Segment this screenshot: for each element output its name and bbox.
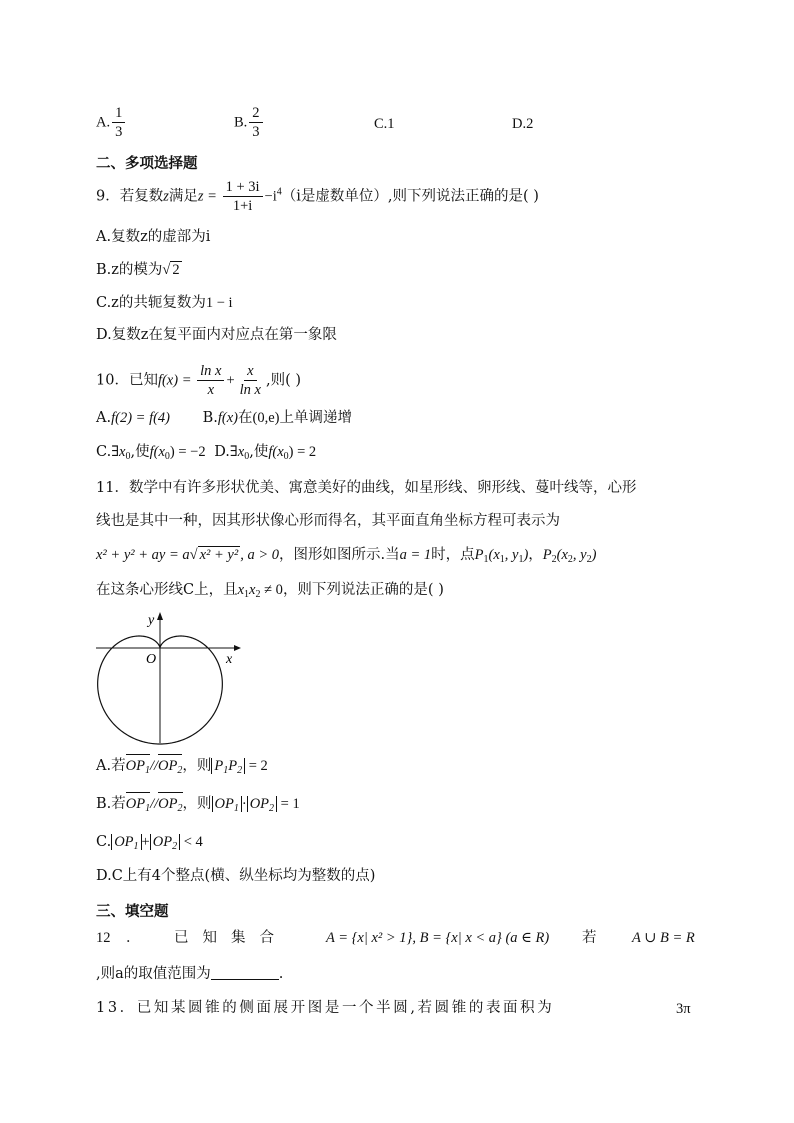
answer-blank[interactable] (211, 965, 279, 980)
section-title-fill-blank: 三、填空题 (96, 904, 169, 920)
q13-stem: 13．已知某圆锥的侧面展开图是一个半圆,若圆锥的表面积为 (96, 1000, 555, 1016)
q11-stem-line3: x² + y² + ay = a√ x² + y² , a > 0，图形如图所示.当a = 1时，点$P_1(x_1$, $y_1$)，$P_2(x_2$, $y_2$) (96, 547, 597, 565)
q11-option-c: C. $OP_1 + OP_2 < 4$ (96, 834, 203, 852)
y-axis-label: y (148, 613, 155, 628)
q11-option-b: B.若$OP_1//OP_2$，则 $OP_1 \cdot OP_2 = 1$ (96, 794, 300, 819)
q10-option-d: $D.\exists x_0$,使$f(x_0) = 2$ (214, 444, 317, 462)
q13-value: 3π (676, 1001, 691, 1017)
q9-option-d: D.复数z在复平面内对应点在第一象限 (96, 327, 337, 343)
x-axis-label: x (226, 652, 233, 667)
q9-option-c: C.z的共轭复数为1 − i (96, 295, 233, 311)
origin-label: O (146, 652, 157, 667)
q8-option-d: D.2 (512, 116, 534, 132)
q10-options-cd (96, 442, 316, 467)
q10-stem: 10．已知f(x) = $\frac{\text{ln x}}{x}$ + $\frac{x}{\text{ln x}}$ ,则( ) (96, 363, 302, 398)
q9-option-a: A.复数z的虚部为i (96, 229, 211, 245)
q10-option-c: $C.\exists x_0$,使$f(x_0) = -2$ (96, 444, 206, 462)
q9-option-b: B.z的模为√ 2 (96, 262, 180, 278)
q11-option-a: A.若$OP_1//OP_2$，则 $P_1P_2 = 2$ (96, 756, 268, 781)
q11-option-d: D.C上有4个整点(横、纵坐标均为整数的点) (96, 868, 376, 884)
x-axis-arrow (234, 645, 241, 651)
section-title-multiple-choice: 二、多项选择题 (96, 156, 198, 172)
q10-option-a: A.f(2) = f(4) (96, 410, 170, 426)
q10-options-ab (96, 408, 352, 428)
q10-option-b: B.f(x)在(0,e)上单调递增 (202, 410, 352, 426)
y-axis-arrow (157, 612, 163, 620)
q8-option-b: B. $\frac{2}{3}$ (234, 104, 265, 141)
q8-option-c: C.1 (374, 116, 395, 132)
q9-stem: 9．若复数z满足z = $\frac{1 + 3i}{1+i}$ $-i^4(i$是虚数单位）,则下列说法正确的是( ) (96, 179, 539, 214)
cardioid-figure (96, 608, 246, 748)
q11-stem-line4: 在这条心形线C上，且$x_1x_2 \ne 0$，则下列说法正确的是( ) (96, 582, 444, 600)
q12-stem-line2: ,则a的取值范围为 . (96, 966, 284, 982)
q8-option-a: A. $\frac{1}{3}$ (96, 104, 127, 141)
q11-stem-line2: 线也是其中一种，因其形状像心形而得名，其平面直角坐标方程可表示为 (96, 513, 560, 529)
q11-stem-line1: 11．数学中有许多形状优美、寓意美好的曲线，如星形线、卵形线、蔓叶线等，心形 (96, 480, 637, 496)
